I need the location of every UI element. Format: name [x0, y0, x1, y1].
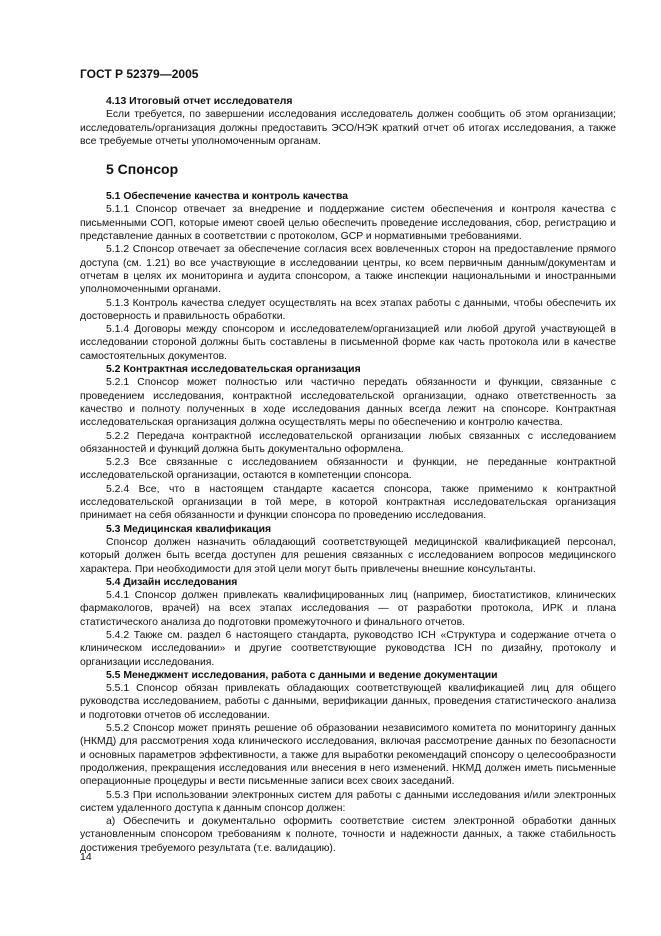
paragraph: 5.4.1 Спонсор должен привлекать квалифицированных лиц (например, биостатистиков, клинических фармакологов, врачей) на всех этапах исследования — от разработки протокола, ИРК и плана статистического анализа до подготовки промежуточного и финального отчетов.: [80, 590, 616, 628]
subsection-heading: 5.4 Дизайн исследования: [106, 576, 238, 588]
paragraph: Если требуется, по завершении исследования исследователь должен сообщить об этом организации; исследователь/организация должны предоставить ЭСО/НЭК краткий отчет об итогах исследования, а также все требуемые отчеты уполномоченным органам.: [80, 109, 616, 147]
paragraph: 5.1.3 Контроль качества следует осуществлять на всех этапах работы с данными, чтобы обеспечить их достоверность и правильность обработки.: [80, 297, 616, 322]
paragraph: 5.2.4 Все, что в настоящем стандарте касается спонсора, также применимо к контрактной исследовательской организации в той мере, в которой контрактная исследовательская организация принимает на себя обязанности и функции спонсора по проведению исследования.: [80, 483, 616, 522]
paragraph: 5.2.1 Спонсор может полностью или частично передать обязанности и функции, связанные с проведением исследования, контрактной исследовательской организации, однако ответственность за качество и полноту полученных в ходе исследования данных всегда лежит на спонсоре. Контрактная исследовательская организация должна осуществлять меры по обеспечению и контролю качества.: [80, 377, 616, 429]
section-heading: 5 Спонсор: [106, 161, 179, 178]
subsection-heading: 4.13 Итоговый отчет исследователя: [106, 96, 293, 107]
paragraph: 5.1.2 Спонсор отвечает за обеспечение согласия всех вовлеченных сторон на предоставление прямого доступа (см. 1.21) во все участвующие в исследовании центры, ко всем первичным данным/документам и отчетам в целях их мониторинга и аудита спонсором, а также инспекции национальными и иностранными уполномоченными органами.: [80, 244, 616, 296]
paragraph: 5.5.2 Спонсор может принять решение об образовании независимого комитета по мониторингу данных (НКМД) для рассмотрения хода клинического исследования, включая рассмотрение данных по безопасности и основных параметров эффективности, а также для выработки рекомендаций спонсору о целесообразности продолжения, прекращения исследования или внесения в него изменений. НКМД должен иметь письменные операционные процедуры и вести письменные записи всех своих заседаний.: [80, 723, 616, 788]
paragraph: 5.5.3 При использовании электронных систем для работы с данными исследования и/или электронных систем удаленного доступа к данным спонсор должен:: [80, 789, 616, 814]
paragraph: 5.2.3 Все связанные с исследованием обязанности и функции, не переданные контрактной исследовательской организации, остаются в компетенции спонсора.: [80, 457, 616, 482]
subsection-heading: 5.3 Медицинская квалификация: [106, 523, 272, 535]
subsection-heading: 5.5 Менеджмент исследования, работа с данными и ведение документации: [106, 669, 498, 681]
page-number: 14: [80, 851, 92, 863]
paragraph: 5.5.1 Спонсор обязан привлекать обладающих соответствующей квалификацией лиц для общего руководства исследованием, работы с данными, верификации данных, проведения статистического анализа и подготовки отчетов об исследовании.: [80, 683, 616, 721]
spacer: [80, 178, 616, 190]
document-header: ГОСТ Р 52379—2005: [80, 67, 199, 81]
paragraph: 5.1.1 Спонсор отвечает за внедрение и поддержание систем обеспечения и контроля качества с письменными СОП, которые имеют своей целью обеспечить проведение исследования, сбор, регистрацию и представление данных в соответствии с протоколом, GCP и нормативными требованиями.: [80, 204, 616, 243]
subsection-heading: 5.2 Контрактная исследовательская организация: [106, 364, 361, 376]
paragraph: 5.4.2 Также см. раздел 6 настоящего стандарта, руководство ICH «Структура и содержание отчета о клиническом исследовании» и другие соответствующие руководства ICH по дизайну, протоколу и организации исследования.: [80, 629, 616, 668]
paragraph: 5.2.2 Передача контрактной исследовательской организации любых связанных с исследованием обязанностей и функций должна быть документально оформлена.: [80, 430, 616, 455]
document-body: [80, 95, 616, 855]
paragraph: а) Обеспечить и документально оформить соответствие систем электронной обработки данных установленным спонсором требованиям к полноте, точности и надежности данных, а также стабильность достижения требуемого результата (т.е. валидацию).: [80, 816, 616, 854]
spacer: [80, 148, 616, 160]
paragraph: Спонсор должен назначить обладающий соответствующей медицинской квалификацией персонал, который должен быть всегда доступен для решения связанных с исследованием вопросов медицинского характера. При необходимости для этой цели могут быть привлечены внешние консультанты.: [80, 536, 616, 575]
subsection-heading: 5.1 Обеспечение качества и контроль качества: [106, 191, 349, 203]
paragraph: 5.1.4 Договоры между спонсором и исследователем/организацией или любой другой участвующей в исследовании стороной должны быть составлены в письменной форме как часть протокола или в качестве самостоятельных документов.: [80, 324, 616, 362]
